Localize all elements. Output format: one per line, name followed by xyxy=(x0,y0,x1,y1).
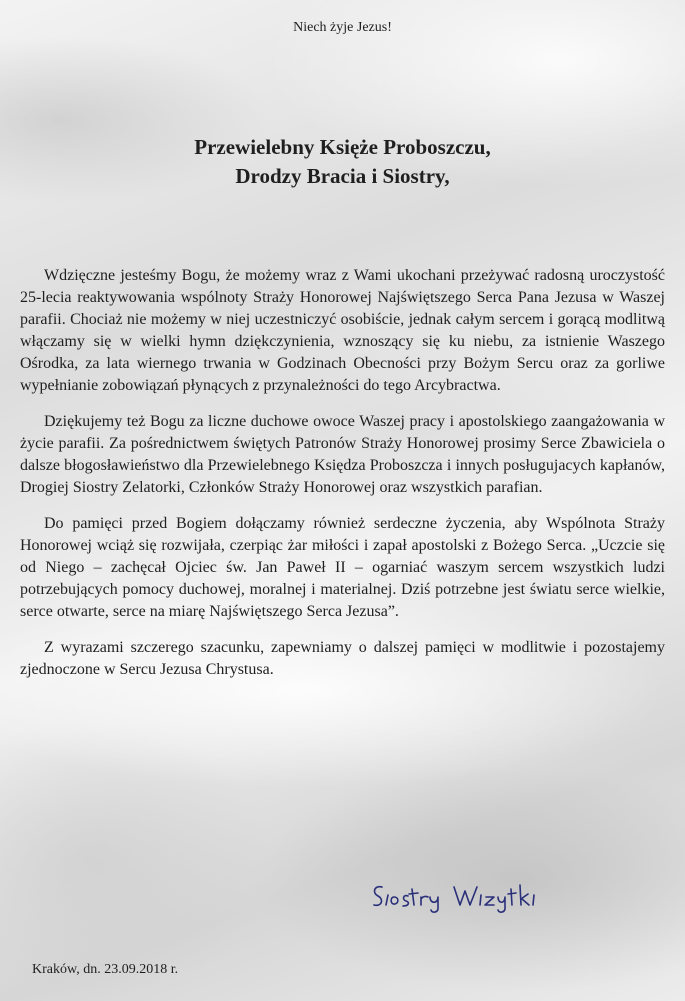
letter-body xyxy=(20,265,665,695)
paragraph-2: Dziękujemy też Bogu za liczne duchowe owoce Waszej pracy i apostolskiego zaangażowania w życie parafii. Za pośrednictwem świętych Patronów Straży Honorowej prosimy Serce Zbawiciela o dalsze błogosławieństwo dla Przewielebnego Księdza Proboszcza i innych posługujacych kapłanów, Drogiej Siostry Zelatorki, Członków Straży Honorowej oraz wszystkich parafian. xyxy=(20,413,665,496)
salutation xyxy=(0,133,685,191)
paragraph-3: Do pamięci przed Bogiem dołączamy również serdeczne życzenia, aby Wspólnota Straży Honorowej wciąż się rozwijała, czerpiąc żar miłości i zapał apostolski z Bożego Serca. „Uczcie się od Niego – zachęcał Ojciec św. Jan Paweł II – ogarniać waszym sercem wszystkich ludzi potrzebujących pomocy duchowej, moralnej i materialnej. Dziś potrzebne jest światu serce wielkie, serce otwarte, serce na miarę Najświętszego Serca Jezusa”. xyxy=(20,515,665,620)
salutation-line-2: Drodzy Bracia i Siostry, xyxy=(235,164,450,188)
blessing-heading: Niech żyje Jezus! xyxy=(293,20,392,35)
salutation-line-1: Przewielebny Księże Proboszczu, xyxy=(194,135,491,159)
place-and-date: Kraków, dn. 23.09.2018 r. xyxy=(32,962,179,977)
handwritten-signature xyxy=(368,875,568,915)
paragraph-1: Wdzięczne jesteśmy Bogu, że możemy wraz z Wami ukochani przeżywać radosną uroczystość 25-lecia reaktywowania wspólnoty Straży Honorowej Najświętszego Serca Pana Jezusa w Waszej parafii. Chociaż nie możemy w niej uczestniczyć osobiście, jednak całym sercem i gorącą modlitwą włączamy się w wielki hymn dziękczynienia, wznoszący się ku niebu, za istnienie Waszego Ośrodka, za lata wiernego trwania w Godzinach Obecności przy Bożym Sercu oraz za gorliwe wypełnianie zobowiązań płynących z przynależności do tego Arcybractwa. xyxy=(20,267,665,394)
paragraph-4: Z wyrazami szczerego szacunku, zapewniamy o dalszej pamięci w modlitwie i pozostajemy zjednoczone w Sercu Jezusa Chrystusa. xyxy=(20,639,665,678)
